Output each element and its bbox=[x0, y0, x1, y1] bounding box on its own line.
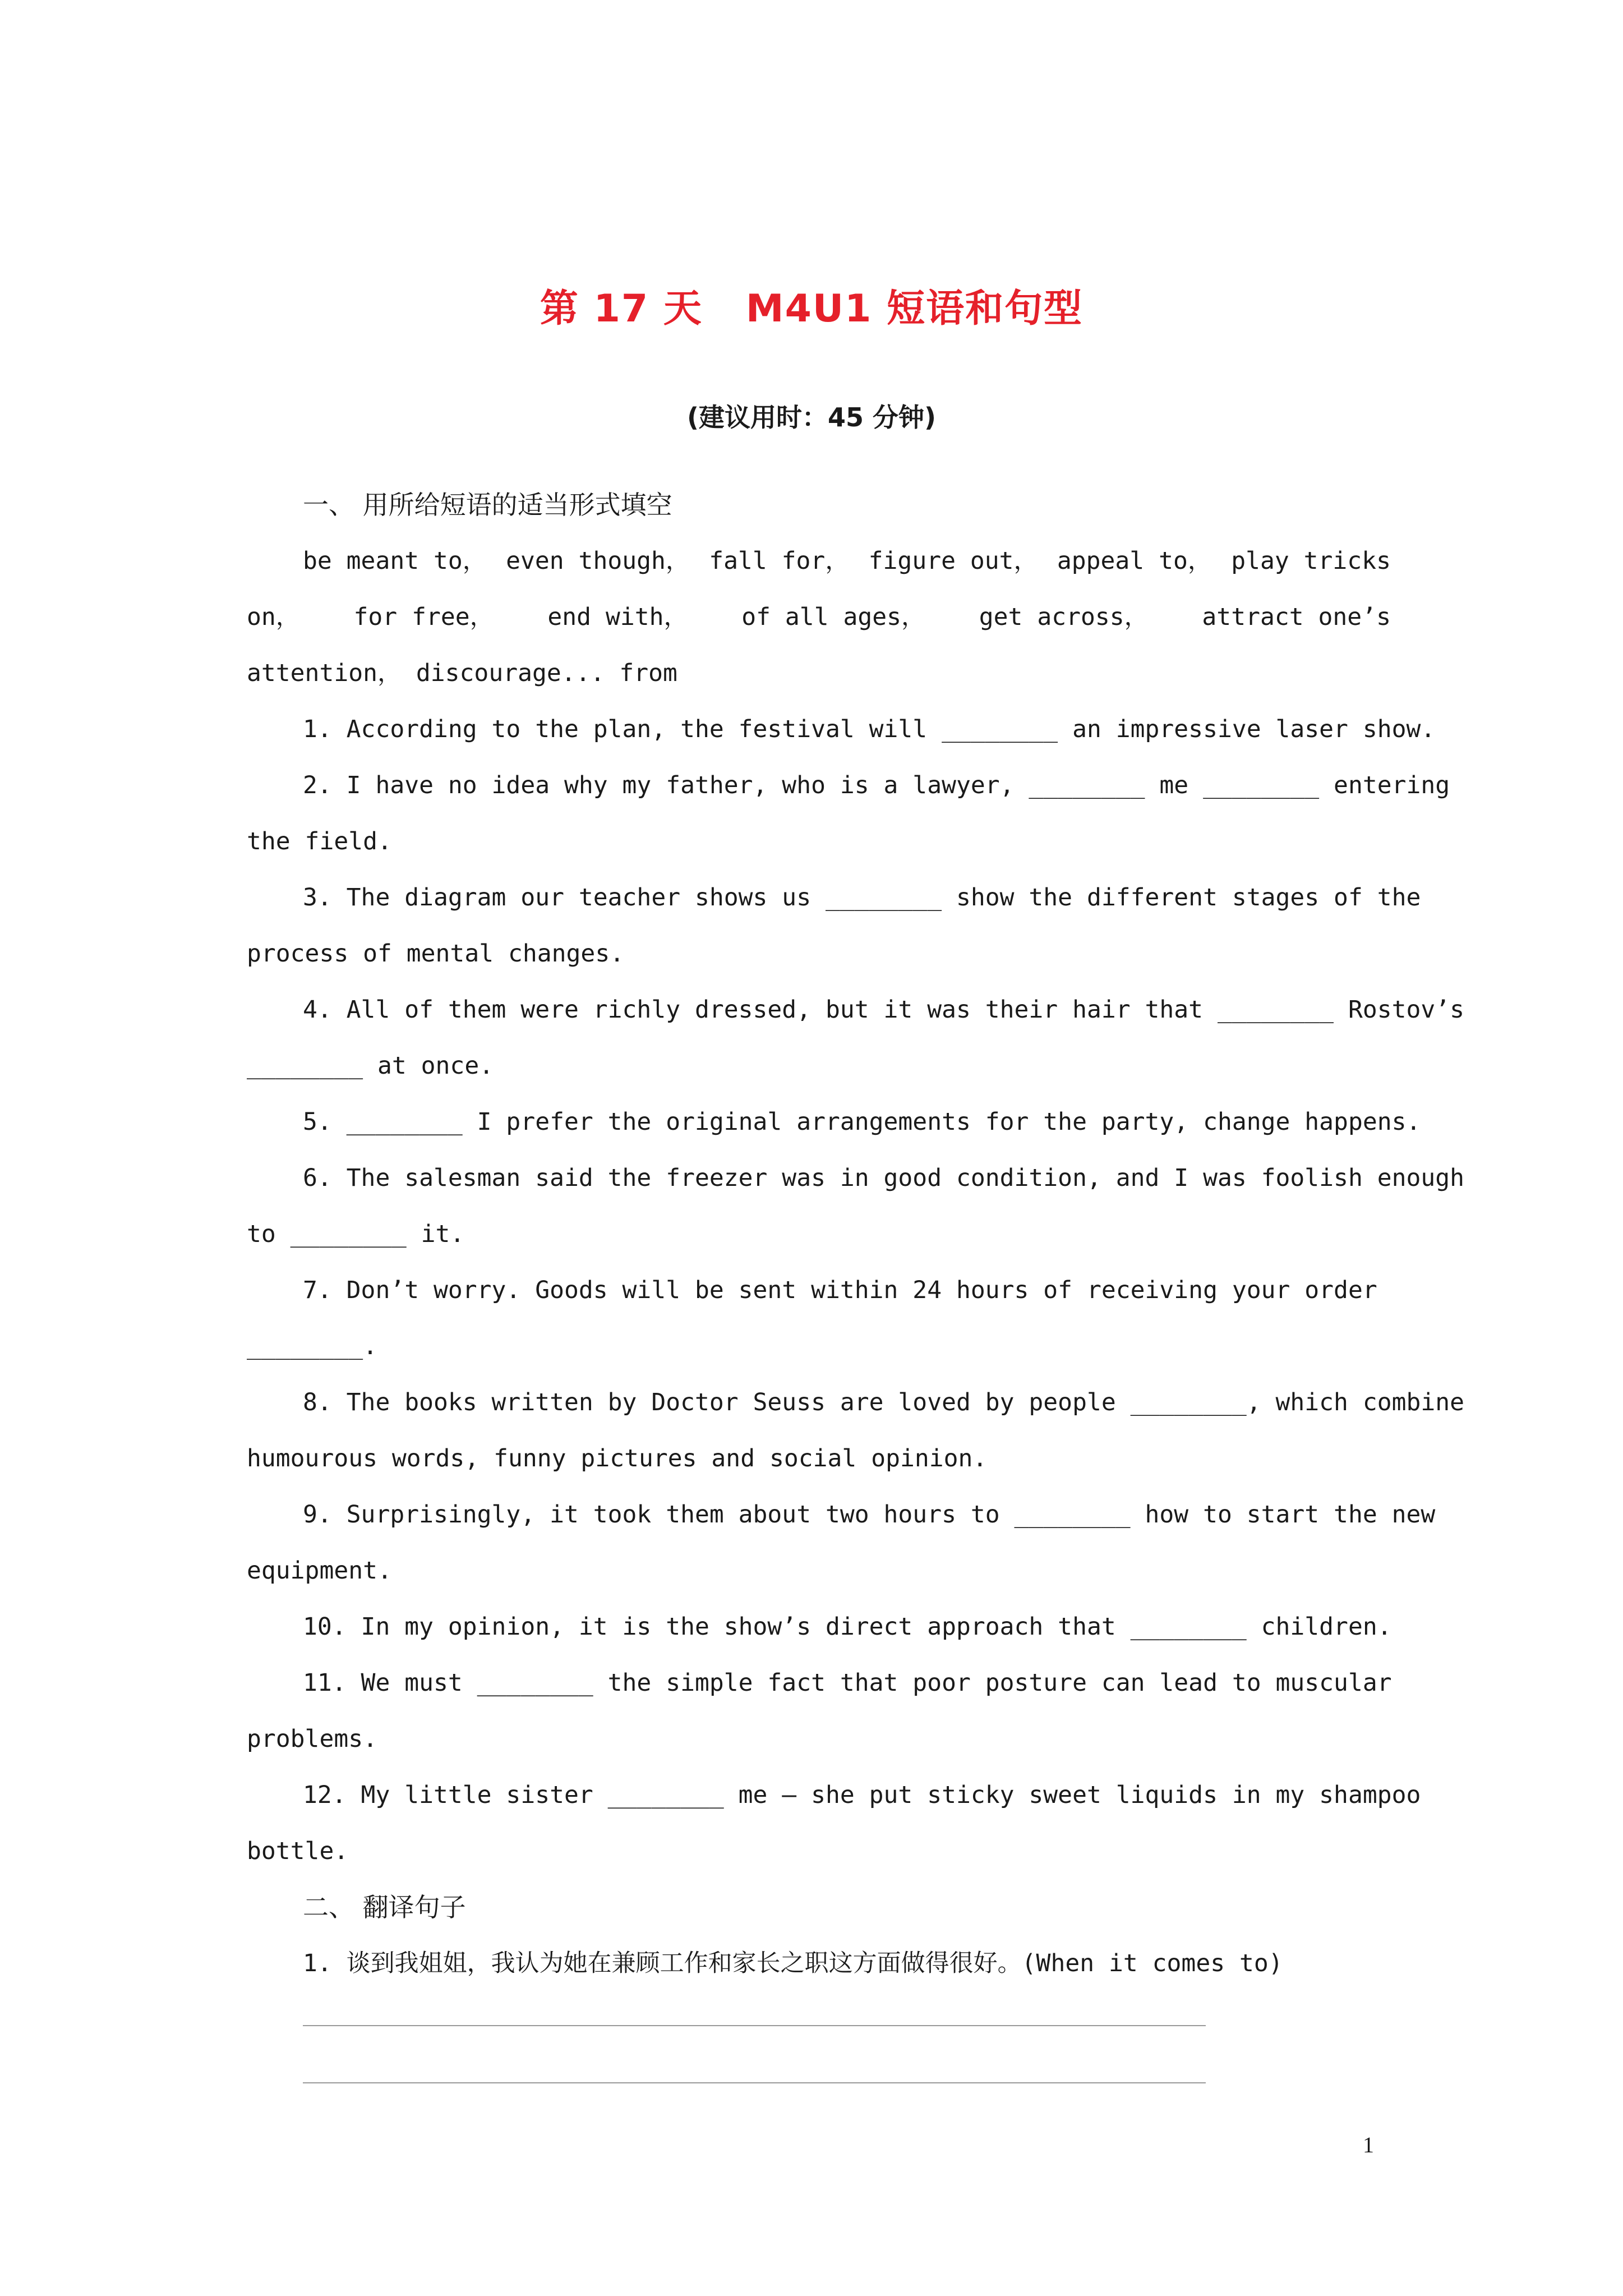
translation-1: 1. 谈到我姐姐，我认为她在兼顾工作和家长之职这方面做得很好。(When it comes to) bbox=[303, 1949, 1283, 1977]
question-7: 7. Don’t worry. Goods will be sent within 24 hours of receiving your order bbox=[303, 1276, 1377, 1304]
question-3: 3. The diagram our teacher shows us ________ show the different stages of the bbox=[303, 884, 1421, 912]
phrase-line-2 bbox=[247, 589, 1391, 645]
question-12-cont: bottle. bbox=[247, 1837, 349, 1865]
section2-heading: 二、 翻译句子 bbox=[303, 1892, 466, 1922]
phrase: end with， bbox=[547, 603, 688, 631]
phrase: fall for， bbox=[709, 547, 850, 575]
question-11-cont: problems. bbox=[247, 1725, 377, 1753]
phrase: appeal to， bbox=[1057, 547, 1212, 575]
page-number: 1 bbox=[1363, 2132, 1374, 2157]
question-11: 11. We must ________ the simple fact that poor posture can lead to muscular bbox=[303, 1669, 1392, 1697]
question-9-cont: equipment. bbox=[247, 1557, 392, 1585]
phrase: on， bbox=[247, 603, 300, 631]
phrase-line-1 bbox=[303, 533, 1391, 589]
question-6-cont: to ________ it. bbox=[247, 1220, 465, 1248]
phrase: attract one’s bbox=[1202, 603, 1391, 631]
answer-line[interactable] bbox=[303, 2025, 1206, 2026]
phrase-bank bbox=[247, 533, 1391, 589]
phrase-line-3: attention， discourage... from bbox=[247, 659, 677, 687]
question-1: 1. According to the plan, the festival will ________ an impressive laser show. bbox=[303, 715, 1436, 743]
question-8-cont: humourous words, funny pictures and social opinion. bbox=[247, 1444, 988, 1473]
answer-line[interactable] bbox=[303, 2082, 1206, 2083]
phrase: get across， bbox=[979, 603, 1149, 631]
phrase-bank-cont bbox=[247, 589, 1391, 645]
section1-heading: 一、 用所给短语的适当形式填空 bbox=[303, 490, 672, 520]
phrase: be meant to， bbox=[303, 547, 487, 575]
question-5: 5. ________ I prefer the original arrangements for the party, change happens. bbox=[303, 1108, 1421, 1136]
phrase: figure out， bbox=[868, 547, 1038, 575]
question-10: 10. In my opinion, it is the show’s direct approach that ________ children. bbox=[303, 1613, 1392, 1641]
phrase: of all ages， bbox=[741, 603, 926, 631]
page-title: 第 17 天 M4U1 短语和句型 bbox=[540, 287, 1083, 331]
question-3-cont: process of mental changes. bbox=[247, 940, 625, 968]
exercise-body bbox=[247, 477, 1465, 1991]
question-12: 12. My little sister ________ me — she put sticky sweet liquids in my shampoo bbox=[303, 1781, 1421, 1809]
phrase: play tricks bbox=[1231, 547, 1391, 575]
question-4: 4. All of them were richly dressed, but it was their hair that ________ Rostov’s bbox=[303, 996, 1465, 1024]
question-9: 9. Surprisingly, it took them about two hours to ________ how to start the new bbox=[303, 1501, 1436, 1529]
question-7-cont: ________. bbox=[247, 1332, 377, 1360]
phrase: even though， bbox=[506, 547, 690, 575]
phrase: for free， bbox=[353, 603, 494, 631]
question-2: 2. I have no idea why my father, who is a lawyer, ________ me ________ entering bbox=[303, 771, 1450, 799]
question-8: 8. The books written by Doctor Seuss are loved by people ________, which combine bbox=[303, 1388, 1465, 1416]
question-2-cont: the field. bbox=[247, 827, 392, 855]
question-4-cont: ________ at once. bbox=[247, 1052, 494, 1080]
question-6: 6. The salesman said the freezer was in good condition, and I was foolish enough bbox=[303, 1164, 1465, 1192]
suggested-time: (建议用时：45 分钟) bbox=[686, 402, 937, 432]
